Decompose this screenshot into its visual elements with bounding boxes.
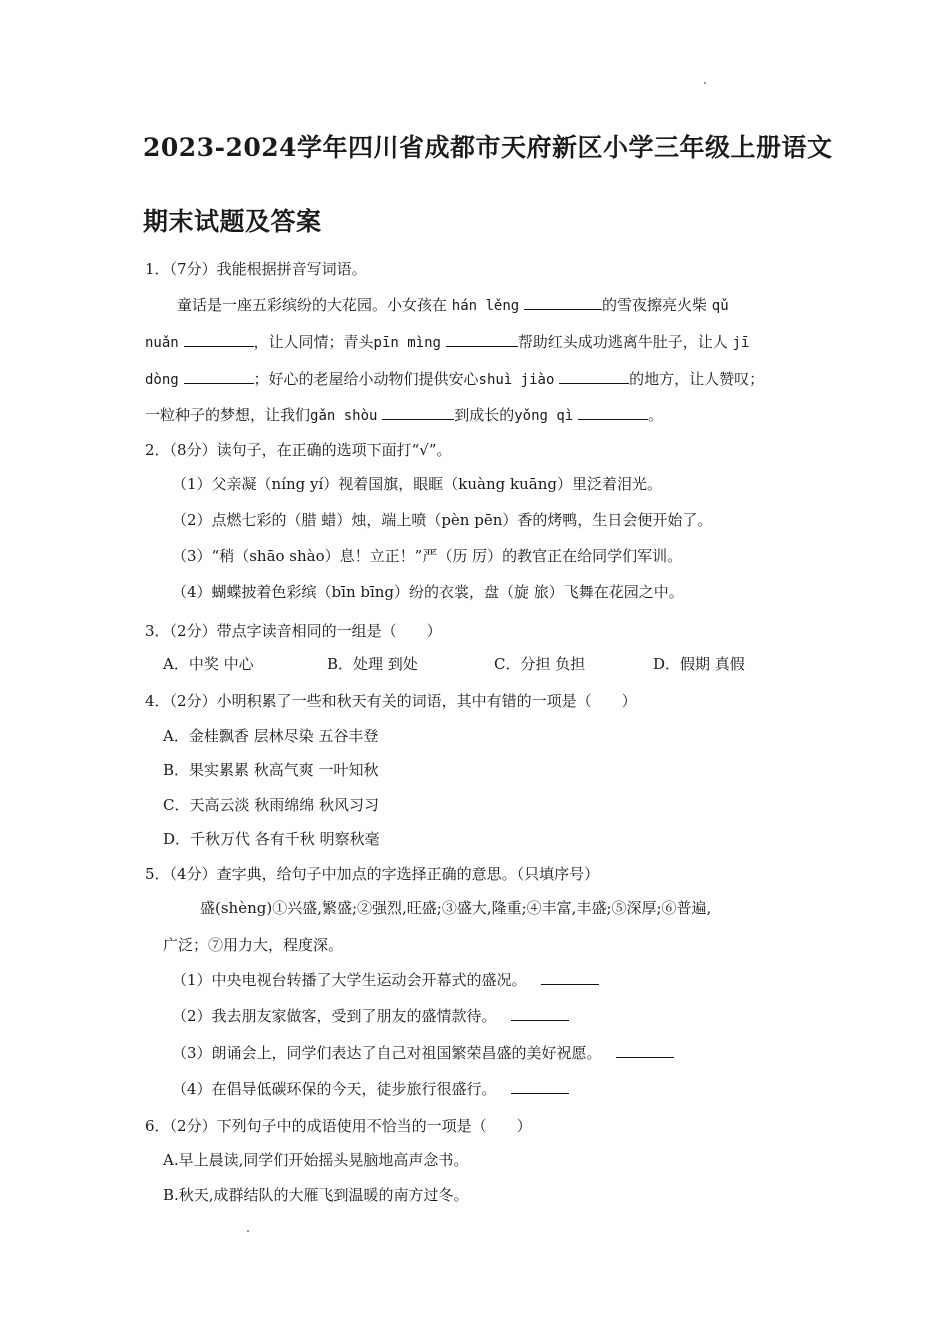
pinyin: qǔ	[711, 298, 729, 314]
question-1-line-2	[145, 331, 749, 353]
scan-mark	[704, 82, 706, 84]
question-5-item-4	[172, 1078, 569, 1099]
question-5-item-2	[172, 1005, 569, 1026]
sentence: （1）中央电视台转播了大学生运动会开幕式的盛况。	[172, 971, 527, 989]
answer-blank[interactable]	[616, 1042, 674, 1058]
question-2-heading: 2．（8分）读句子，在正确的选项下面打“√”。	[145, 441, 452, 459]
question-2-item-3: （3）“稍（shāo shào）息！立正！”严（历 厉）的教官正在给同学们军训。	[172, 547, 683, 565]
question-4-heading: 4．（2分）小明积累了一些和秋天有关的词语，其中有错的一项是（ ）	[145, 692, 637, 710]
pinyin: gǎn shòu	[310, 408, 378, 424]
dictionary-definition-line-2: 广泛；⑦用力大，程度深。	[163, 936, 344, 954]
question-2-item-1: （1）父亲凝（níng yí）视着国旗，眼眶（kuàng kuāng）里泛着泪光。	[172, 475, 662, 493]
question-3-option-a[interactable]: A．中奖 中心	[163, 655, 254, 673]
question-1-heading: 1．（7分）我能根据拼音写词语。	[145, 260, 367, 278]
question-6-heading: 6．（2分）下列句子中的成语使用不恰当的一项是（ ）	[145, 1117, 532, 1135]
pinyin: shuì jiào	[478, 372, 555, 388]
pinyin: nuǎn	[145, 335, 179, 351]
question-4-option-a[interactable]: A．金桂飘香 层林尽染 五谷丰登	[163, 727, 379, 745]
q1-text: ；好心的老屋给小动物们提供安心	[253, 370, 479, 388]
page-title-line-1: 2023-2024学年四川省成都市天府新区小学三年级上册语文	[143, 133, 833, 162]
q1-text: ，让人同情；青头	[253, 333, 374, 351]
question-6-option-b[interactable]: B.秋天,成群结队的大雁飞到温暖的南方过冬。	[163, 1186, 469, 1204]
question-3-option-b[interactable]: B．处理 到处	[327, 655, 418, 673]
pinyin: yǒng qì	[514, 408, 574, 424]
question-3-heading: 3．（2分）带点字读音相同的一组是（ ）	[145, 622, 442, 640]
question-4-option-d[interactable]: D．千秋万代 各有千秋 明察秋毫	[163, 830, 380, 848]
pinyin: jī	[732, 335, 750, 351]
pinyin: pīn mìng	[373, 335, 441, 351]
dictionary-definition-line-1: 盛(shèng)①兴盛,繁盛;②强烈,旺盛;③盛大,隆重;④丰富,丰盛;⑤深厚;⑥普遍,	[200, 899, 712, 917]
question-4-option-b[interactable]: B．果实累累 秋高气爽 一叶知秋	[163, 761, 379, 779]
q1-text: 的地方，让人赞叹；	[629, 370, 765, 388]
answer-blank[interactable]	[184, 331, 254, 347]
answer-blank[interactable]	[578, 404, 648, 420]
q1-text: 的雪夜擦亮火柴	[602, 296, 708, 314]
sentence: （4）在倡导低碳环保的今天，徒步旅行很盛行。	[172, 1080, 497, 1098]
question-1-line-4	[145, 404, 663, 426]
answer-blank[interactable]	[511, 1078, 569, 1094]
sentence: （2）我去朋友家做客，受到了朋友的盛情款待。	[172, 1007, 497, 1025]
q1-text: 童话是一座五彩缤纷的大花园。小女孩在	[177, 296, 452, 314]
question-1-line-1	[177, 294, 729, 316]
question-3-option-d[interactable]: D．假期 真假	[653, 655, 745, 673]
q1-text: 到成长的	[454, 406, 515, 424]
question-2-item-4: （4）蝴蝶披着色彩缤（bīn bīng）纷的衣裳，盘（旋 旅）飞舞在花园之中。	[172, 583, 684, 601]
question-1-line-3	[145, 368, 764, 390]
answer-blank[interactable]	[184, 368, 254, 384]
answer-blank[interactable]	[446, 331, 518, 347]
question-5-heading: 5．（4分）查字典，给句子中加点的字选择正确的意思。（只填序号）	[145, 865, 600, 883]
q1-text: 帮助红头成功逃离牛肚子，让人	[517, 333, 728, 351]
q1-text: 一粒种子的梦想，让我们	[145, 406, 311, 424]
q1-text: 。	[648, 406, 664, 424]
question-5-item-1	[172, 969, 599, 990]
answer-blank[interactable]	[382, 404, 454, 420]
answer-blank[interactable]	[541, 969, 599, 985]
pinyin: dòng	[145, 372, 179, 388]
answer-blank[interactable]	[511, 1005, 569, 1021]
answer-blank[interactable]	[559, 368, 629, 384]
pinyin: hán lěng	[451, 298, 520, 314]
question-5-item-3	[172, 1042, 674, 1063]
question-6-option-a[interactable]: A.早上晨读,同学们开始摇头晃脑地高声念书。	[163, 1151, 469, 1169]
question-2-item-2: （2）点燃七彩的（腊 蜡）烛，端上喷（pèn pēn）香的烤鸭，生日会便开始了。	[172, 511, 713, 529]
scan-mark	[247, 1230, 249, 1232]
page-title-line-2: 期末试题及答案	[143, 207, 322, 236]
answer-blank[interactable]	[524, 294, 602, 310]
question-4-option-c[interactable]: C．天高云淡 秋雨绵绵 秋风习习	[163, 796, 380, 814]
sentence: （3）朗诵会上，同学们表达了自己对祖国繁荣昌盛的美好祝愿。	[172, 1044, 602, 1062]
question-3-option-c[interactable]: C．分担 负担	[494, 655, 586, 673]
